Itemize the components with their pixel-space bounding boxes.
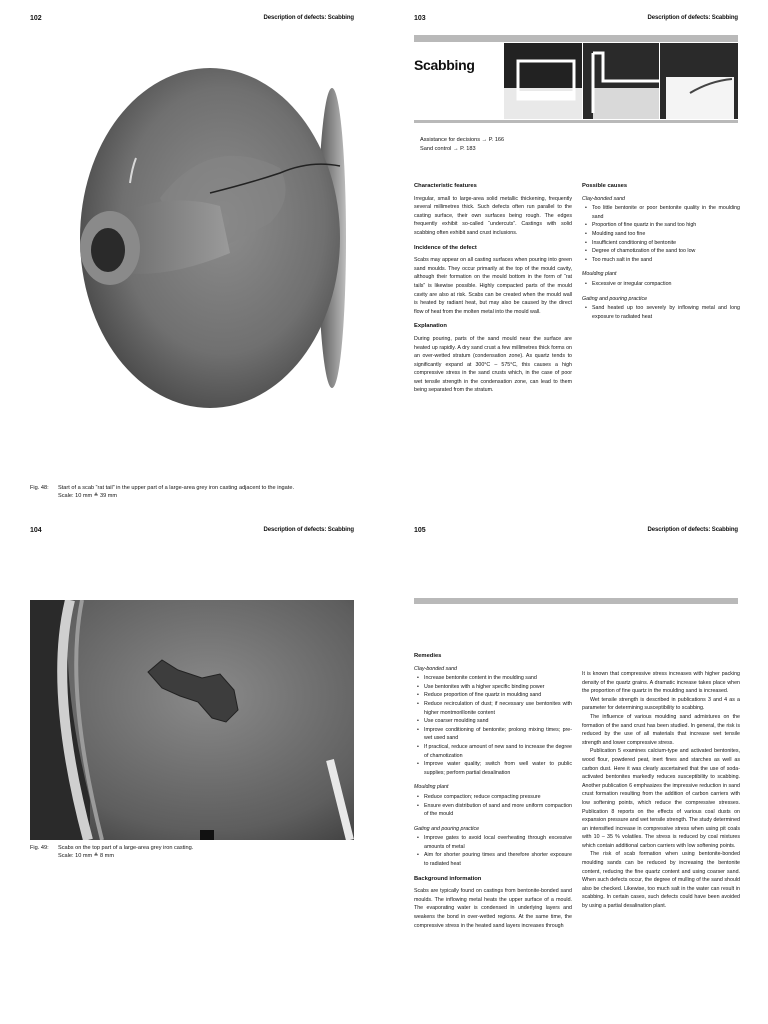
list-item: • Too little bentonite or poor bentonite quality in the moulding sand <box>582 204 740 221</box>
page-title: Scabbing <box>414 57 475 73</box>
page-number: 102 <box>30 15 42 22</box>
running-head: Description of defects: Scabbing <box>647 15 738 21</box>
remedy-list <box>414 834 572 868</box>
section-heading: Background information <box>414 875 482 882</box>
page-104 <box>0 512 384 1024</box>
group-title: Moulding plant <box>582 271 617 278</box>
list-item: • Proportion of fine quartz in the sand too high <box>582 221 740 230</box>
figure-label: Fig. 49: <box>30 845 49 851</box>
paragraph: Publication 5 examines calcium-type and activated bentonites, wood flour, powdered peat, inert fines and starches as well as carbon dust. Here it was clearly ascertained that the use of soda-activated bentonites markedly reduces susceptibility to scabbing. Another publication 6 emphasizes the impressive reduction in sand crust formation resulting from the addition of carbon carriers with low softening points, which reduce the compressive stresses. Publication 8 reports on the effects of various coal dusts on expansion pressure and wet tensile strength. The study determined an intensified increase in compressive stress when using pit coals with 10 – 35 % volatiles. The stress is reduced by coal mixtures which contain additional carbon carriers with low softening points. <box>582 748 740 849</box>
figure-49-photo <box>30 600 354 840</box>
page-number: 103 <box>414 15 426 22</box>
section-text: Scabs are typically found on castings from bentonite-bonded sand moulds. The inflowing metal heats the upper surface of a mould. The evaporating water is condensed in underlying layers and weakens the bond in over-wetted regions. At the same time, the compressive stress in the heated sand layers increases through <box>414 888 572 929</box>
page-103 <box>384 0 768 512</box>
left-column <box>414 652 572 936</box>
list-item: • Insufficient conditioning of bentonite <box>582 239 740 248</box>
list-item: • Degree of chamotization of the sand too low <box>582 247 740 256</box>
caption-text: Scabs on the top part of a large-area grey iron casting. <box>58 845 194 851</box>
paragraph: The risk of scab formation when using bentonite-bonded moulding sands can be reduced by increasing the bentonite content, reducing the fine quartz content and using coarser sand. When such defects occur, the degree of mulling of the sand should also be checked. Likewise, too much salt in the water can result in scabbing. In certain cases, such defects could have been avoided by using a partial desalination plant. <box>582 851 740 910</box>
list-item: • Moulding sand too fine <box>582 230 740 239</box>
ref-link-sand-control[interactable]: Sand control → P. 183 <box>420 146 476 152</box>
running-head: Description of defects: Scabbing <box>263 527 354 533</box>
right-column <box>582 670 740 911</box>
cross-references <box>420 136 504 154</box>
title-band <box>414 598 738 604</box>
paragraph: The influence of various moulding sand admixtures on the formation of the sand crust has been studied. In general, the risk is reduced by the use of all materials that increase wet tensile strength and lower compressive stress. <box>582 713 740 746</box>
cause-list <box>582 304 740 321</box>
caption-scale: Scale: 10 mm ≙ 39 mm <box>58 493 118 499</box>
list-item: • Use bentonites with a higher specific binding power <box>414 683 572 692</box>
cause-list <box>582 280 740 289</box>
list-item: • Use coarser moulding sand <box>414 717 572 726</box>
section-text: Scabs may appear on all casting surfaces when pouring into green sand moulds. They occur primarily at the top of the mould cavity, although their formation on the mould bottom in the form of “rat tails” is likewise possible. Highly compacted parts of the mould cavity are also at risk. Scabs can be created when the mould wall is heated by radiant heat, but may also be caused by the direct flow of heat from the molten metal into the mould wall. <box>414 257 572 315</box>
list-item: • Sand heated up too severely by inflowing metal and long exposure to radiated heat <box>582 304 740 321</box>
list-item: • Excessive or irregular compaction <box>582 280 740 289</box>
figure-48-caption <box>30 484 370 500</box>
list-item: • Reduce recirculation of dust; if necessary use bentonites with higher montmorillonite content <box>414 700 572 717</box>
paragraph: It is known that compressive stress increases with higher packing density of the quartz grains. A dramatic increase takes place when the proportion of fine quartz in the moulding sand is increased. <box>582 671 740 695</box>
group-title: Gating and pouring practice <box>414 825 480 832</box>
figure-label: Fig. 48: <box>30 485 49 491</box>
list-item: • Increase bentonite content in the moulding sand <box>414 674 572 683</box>
list-item: • Reduce compaction; reduce compacting pressure <box>414 793 572 802</box>
list-item: • Improve water quality; switch from well water to public supplies; perform partial desalination <box>414 760 572 777</box>
list-item: • If practical, reduce amount of new sand to increase the degree of chamotization <box>414 743 572 760</box>
page-105 <box>384 512 768 1024</box>
section-heading: Characteristic features <box>414 183 477 189</box>
list-item: • Ensure even distribution of sand and more uniform compaction of the mould <box>414 802 572 819</box>
scab-diagram-2 <box>583 43 659 119</box>
figure-48-photo <box>40 48 354 468</box>
ref-link-decisions[interactable]: Assistance for decisions → P. 166 <box>420 137 505 143</box>
group-title: Clay-bonded sand <box>582 195 625 202</box>
list-item: • Too much salt in the sand <box>582 256 740 265</box>
scab-diagram-3 <box>660 43 738 119</box>
scab-diagram-1 <box>504 43 582 119</box>
caption-scale: Scale: 10 mm ≙ 8 mm <box>58 853 114 859</box>
remedy-list <box>414 793 572 819</box>
left-column <box>414 182 572 401</box>
group-title: Gating and pouring practice <box>582 295 648 302</box>
list-item: • Reduce proportion of fine quartz in moulding sand <box>414 691 572 700</box>
list-item: • Improve conditioning of bentonite; prolong mixing times; pre-wet used sand <box>414 726 572 743</box>
title-underline <box>414 120 738 123</box>
caption-text: Start of a scab “rat tail” in the upper part of a large-area grey iron casting adjacent to the ingate. <box>58 485 295 491</box>
remedy-list <box>414 674 572 777</box>
page-102 <box>0 0 384 512</box>
page-number: 105 <box>414 527 426 534</box>
figure-49-caption <box>30 844 370 860</box>
running-head: Description of defects: Scabbing <box>647 527 738 533</box>
title-band <box>414 35 738 42</box>
section-heading: Incidence of the defect <box>414 244 477 251</box>
list-item: • Improve gates to avoid local overheating through excessive amounts of metal <box>414 834 572 851</box>
right-column <box>582 182 740 327</box>
section-text: During pouring, parts of the sand mould near the surface are heated up rapidly. A dry sand crust a few millimetres thick forms on an over-wetted stratum (condensation zone). As quartz tends to significantly expand at 300°C – 575°C, this causes a high compressive stress in the sand crusts which, in the case of poor wet tensile strength in the condensation zone, can lead to them being separated from the stratum. <box>414 335 572 394</box>
running-head: Description of defects: Scabbing <box>263 15 354 21</box>
cause-list <box>582 204 740 264</box>
section-heading: Remedies <box>414 653 442 659</box>
section-heading: Explanation <box>414 323 447 330</box>
paragraph: Wet tensile strength is described in publications 3 and 4 as a parameter for determining susceptibility to scabbing. <box>582 696 740 712</box>
page-number: 104 <box>30 527 42 534</box>
section-text: Irregular, small to large-area solid metallic thickening, frequently several millimetres thick. Such defects often run parallel to the casting surface, their own surfaces being rough. The edges frequently exhibit so-called “undercuts”. Castings with solid scabbing often exhibit sand crust inclusions. <box>414 195 572 236</box>
section-heading: Possible causes <box>582 183 628 189</box>
list-item: • Aim for shorter pouring times and therefore shorter exposure to radiated heat <box>414 851 572 868</box>
group-title: Clay-bonded sand <box>414 665 457 672</box>
group-title: Moulding plant <box>414 784 449 791</box>
